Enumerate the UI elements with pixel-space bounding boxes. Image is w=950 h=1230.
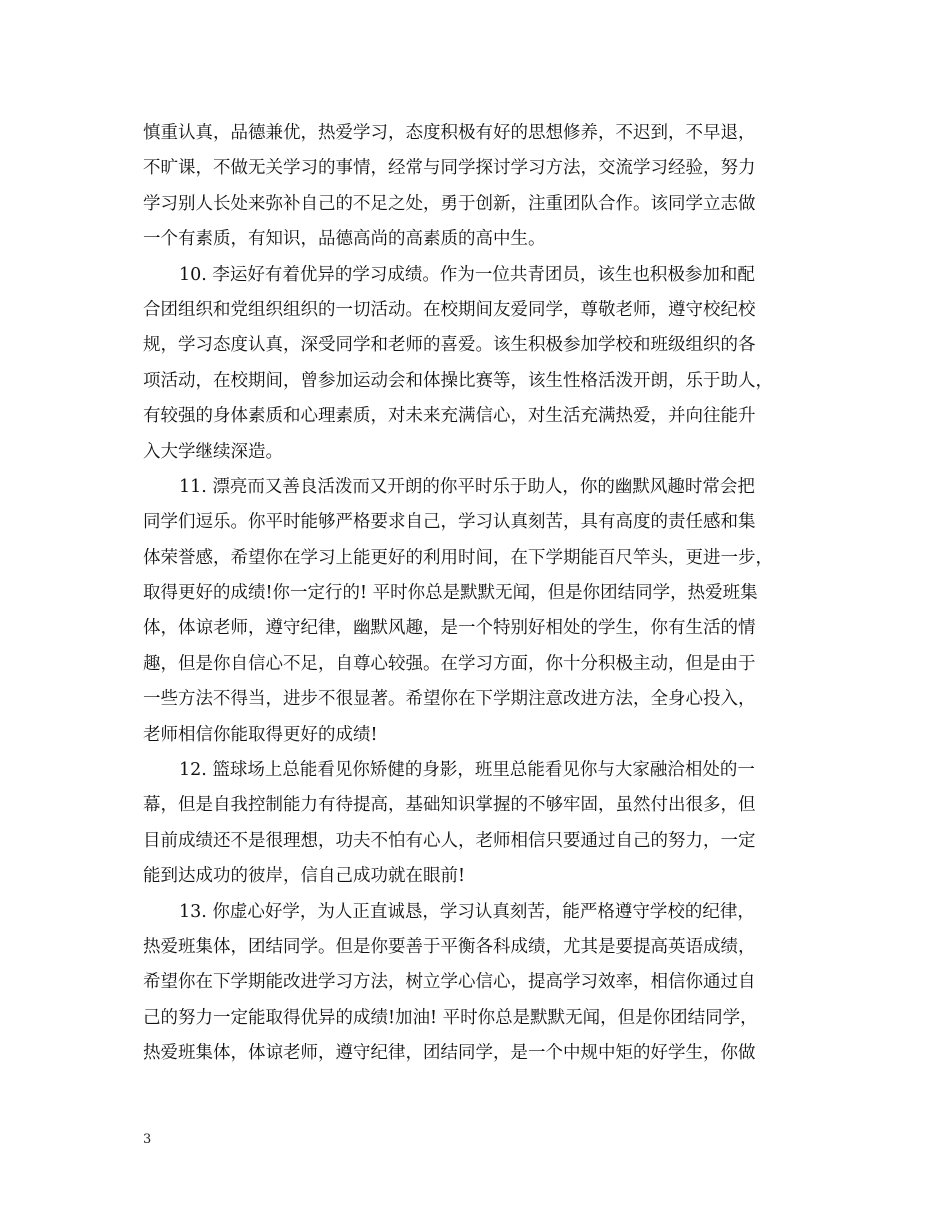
text-line: 学习别人长处来弥补自己的不足之处，勇于创新，注重团队合作。该同学立志做 <box>143 193 756 214</box>
text-line: 合团组织和党组织组织的一切活动。在校期间友爱同学，尊敬老师，遵守校纪校 <box>143 299 756 320</box>
text-line: 入大学继续深造。 <box>143 441 283 462</box>
paragraph-13-first-line: 13. 你虚心好学，为人正直诚恳，学习认真刻苦，能严格遵守学校的纪律， <box>179 901 755 922</box>
text-line: 体荣誉感，希望你在学习上能更好的利用时间，在下学期能百尺竿头，更进一步， <box>143 547 773 568</box>
text-line: 一个有素质，有知识，品德高尚的高素质的高中生。 <box>143 229 546 250</box>
text-line: 热爱班集体，体谅老师，遵守纪律，团结同学，是一个中规中矩的好学生，你做 <box>143 1043 756 1064</box>
text-line: 能到达成功的彼岸，信自己成功就在眼前! <box>143 866 466 887</box>
text-line: 体，体谅老师，遵守纪律，幽默风趣，是一个特别好相处的学生，你有生活的情 <box>143 618 756 639</box>
text-line: 慎重认真，品德兼优，热爱学习，态度积极有好的思想修养，不迟到，不早退， <box>143 123 756 143</box>
text-line: 取得更好的成绩!你一定行的! 平时你总是默默无闻，但是你团结同学，热爱班集 <box>143 583 758 604</box>
text-line: 己的努力一定能取得优异的成绩!加油! 平时你总是默默无闻，但是你团结同学， <box>143 1007 758 1028</box>
page-number: 3 <box>143 1132 152 1147</box>
text-line: 幕，但是自我控制能力有待提高，基础知识掌握的不够牢固，虽然付出很多，但 <box>143 795 756 816</box>
text-line: 规，学习态度认真，深受同学和老师的喜爱。该生积极参加学校和班级组织的各 <box>143 335 756 356</box>
paragraph-10-first-line: 10. 李运好有着优异的学习成绩。作为一位共青团员，该生也积极参加和配 <box>179 264 755 285</box>
text-line: 不旷课，不做无关学习的事情，经常与同学探讨学习方法，交流学习经验，努力 <box>143 158 756 179</box>
text-line: 热爱班集体，团结同学。但是你要善于平衡各科成绩，尤其是要提高英语成绩， <box>143 936 756 957</box>
text-line: 有较强的身体素质和心理素质，对未来充满信心，对生活充满热爱，并向往能升 <box>143 406 756 427</box>
text-line: 同学们逗乐。你平时能够严格要求自己，学习认真刻苦，具有高度的责任感和集 <box>143 512 756 533</box>
text-line: 趣，但是你自信心不足，自尊心较强。在学习方面，你十分积极主动，但是由于 <box>143 653 756 674</box>
text-line: 一些方法不得当，进步不很显著。希望你在下学期注意改进方法，全身心投入， <box>143 689 756 710</box>
body-text <box>143 116 815 1072</box>
paragraph-11-first-line: 11. 漂亮而又善良活泼而又开朗的你平时乐于助人，你的幽默风趣时常会把 <box>179 476 755 497</box>
text-line: 老师相信你能取得更好的成绩! <box>143 724 378 745</box>
paragraph-12-first-line: 12. 篮球场上总能看见你矫健的身影，班里总能看见你与大家融洽相处的一 <box>179 760 755 781</box>
text-line: 希望你在下学期能改进学习方法，树立学心信心，提高学习效率，相信你通过自 <box>143 972 756 993</box>
text-line: 项活动，在校期间，曾参加运动会和体操比赛等，该生性格活泼开朗，乐于助人， <box>143 370 773 391</box>
text-line: 目前成绩还不是很理想，功夫不怕有心人，老师相信只要通过自己的努力，一定 <box>143 830 756 851</box>
